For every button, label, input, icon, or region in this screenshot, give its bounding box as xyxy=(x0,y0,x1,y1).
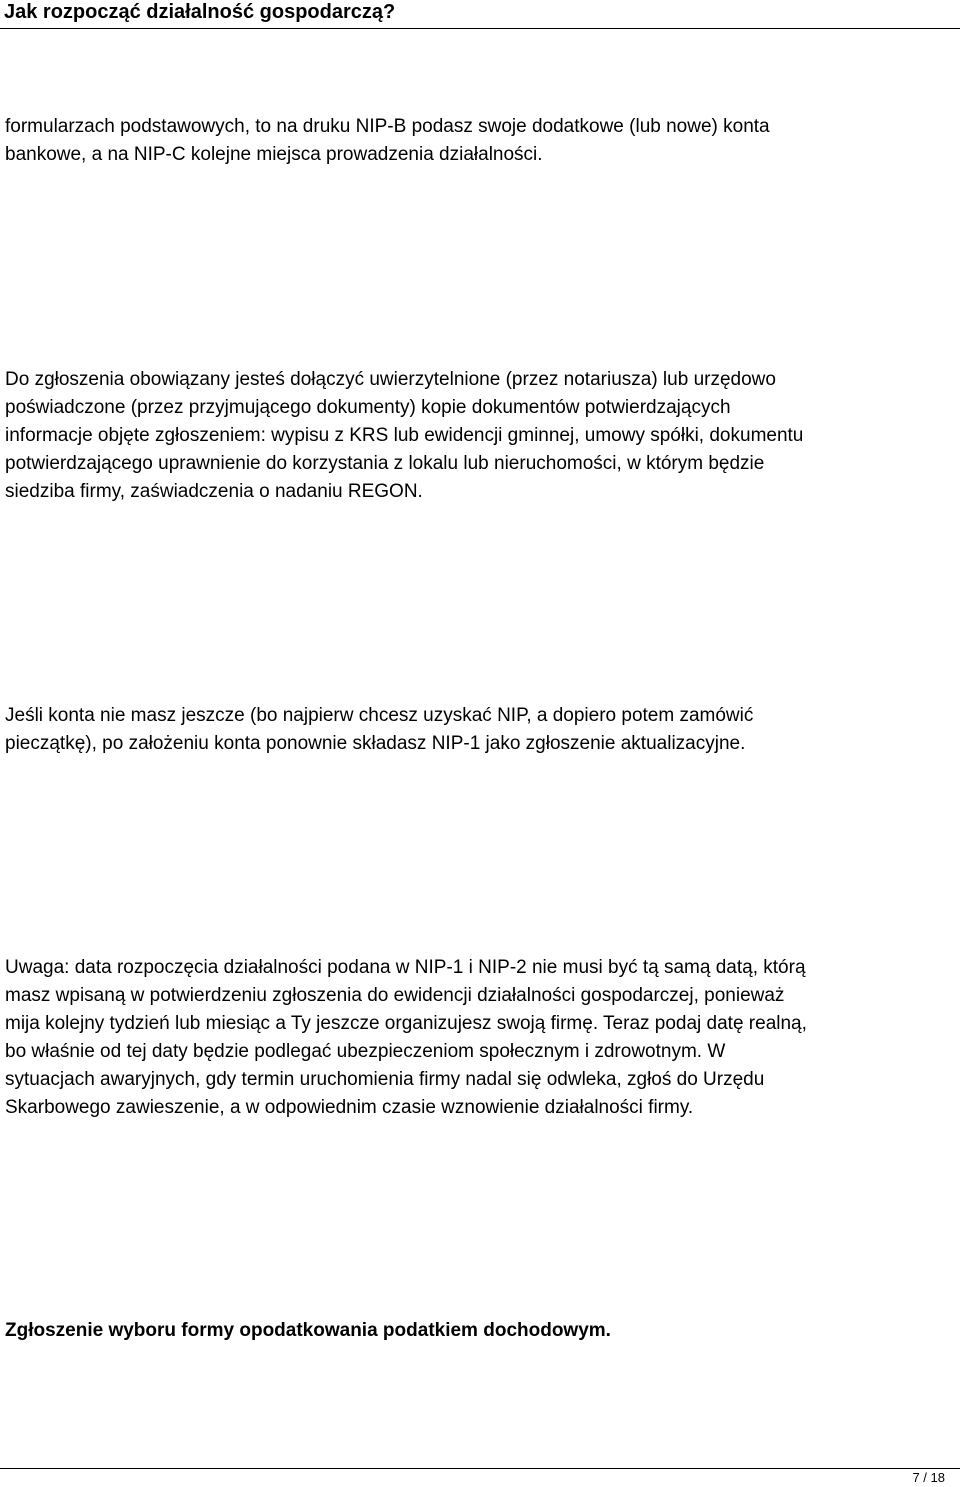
paragraph-no-account xyxy=(5,702,957,758)
footer-divider xyxy=(0,1468,960,1469)
paragraph-line: informacje objęte zgłoszeniem: wypisu z KRS lub ewidencji gminnej, umowy spółki, dokumentu xyxy=(5,425,804,446)
paragraph-line: bo właśnie od tej daty będzie podlegać ubezpieczeniom społecznym i zdrowotnym. W xyxy=(5,1041,726,1062)
paragraph-line: poświadczone (przez przyjmującego dokumenty) kopie dokumentów potwierdzających xyxy=(5,397,731,418)
paragraph-line: masz wpisaną w potwierdzeniu zgłoszenia do ewidencji działalności gospodarczej, ponieważ xyxy=(5,985,785,1006)
paragraph-line: formularzach podstawowych, to na druku NIP-B podasz swoje dodatkowe (lub nowe) konta xyxy=(5,116,770,137)
page-number: 7 / 18 xyxy=(912,1470,945,1485)
paragraph-line: bankowe, a na NIP-C kolejne miejsca prowadzenia działalności. xyxy=(5,144,543,165)
paragraph-start-date-note xyxy=(5,954,957,1122)
paragraph-line: potwierdzającego uprawnienie do korzystania z lokalu lub nieruchomości, w którym będzie xyxy=(5,453,765,474)
paragraph-line: pieczątkę), po założeniu konta ponownie składasz NIP-1 jako zgłoszenie aktualizacyjne. xyxy=(5,733,746,754)
header-divider xyxy=(0,28,960,29)
paragraph-line: sytuacjach awaryjnych, gdy termin uruchomienia firmy nadal się odwleka, zgłoś do Urzędu xyxy=(5,1069,765,1090)
paragraph-bank-accounts xyxy=(5,113,957,169)
paragraph-line: Skarbowego zawieszenie, a w odpowiednim czasie wznowienie działalności firmy. xyxy=(5,1097,694,1118)
document-title: Jak rozpocząć działalność gospodarczą? xyxy=(4,1,396,23)
paragraph-line: Jeśli konta nie masz jeszcze (bo najpierw chcesz uzyskać NIP, a dopiero potem zamówić xyxy=(5,705,754,726)
paragraph-line: mija kolejny tydzień lub miesiąc a Ty jeszcze organizujesz swoją firmę. Teraz podaj datę realną, xyxy=(5,1013,807,1034)
paragraph-line: Do zgłoszenia obowiązany jesteś dołączyć uwierzytelnione (przez notariusza) lub urzędowo xyxy=(5,369,776,390)
section-heading: Zgłoszenie wyboru formy opodatkowania podatkiem dochodowym. xyxy=(5,1320,611,1341)
paragraph-line: siedziba firmy, zaświadczenia o nadaniu REGON. xyxy=(5,481,423,502)
paragraph-line: Uwaga: data rozpoczęcia działalności podana w NIP-1 i NIP-2 nie musi być tą samą datą, którą xyxy=(5,957,806,978)
paragraph-required-documents xyxy=(5,366,957,506)
